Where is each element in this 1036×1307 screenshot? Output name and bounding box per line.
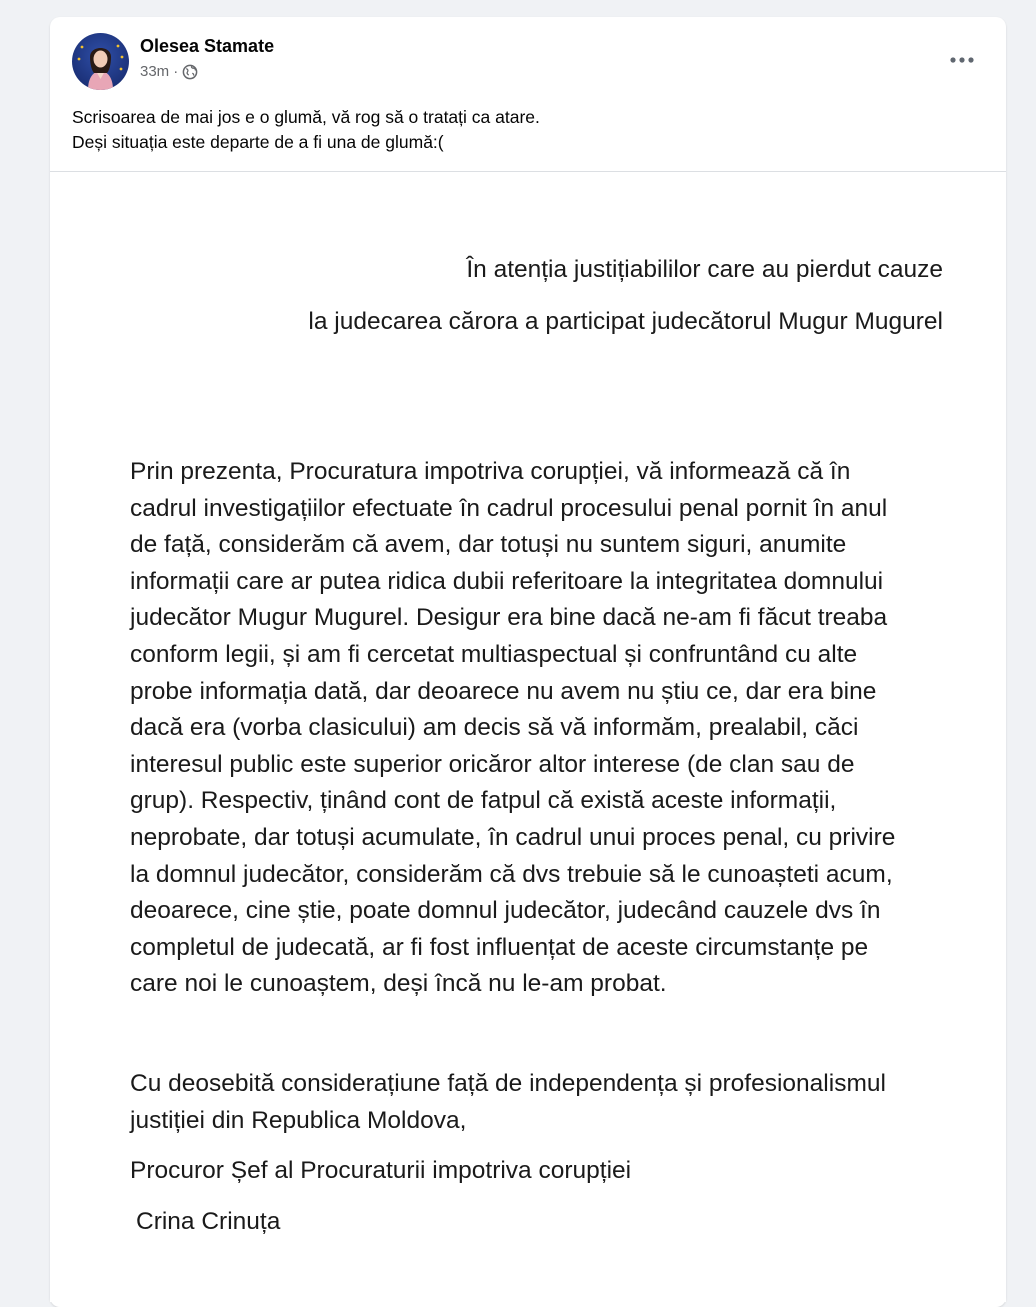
letter-address-line: În atenția justițiabililor care au pierdut cauze bbox=[466, 256, 943, 283]
letter-body-line: probe informația dată, dar deoarece nu avem nu știu ce, dar era bine bbox=[130, 677, 877, 705]
post-text-line: Deși situația este departe de a fi una de glumă:( bbox=[72, 132, 444, 152]
letter-body-line: deoarece, cine știe, poate domnul judecător, judecând cauzele dvs în bbox=[130, 897, 881, 925]
post-text-line: Scrisoarea de mai jos e o glumă, vă rog să o tratați ca atare. bbox=[72, 107, 540, 127]
letter-body bbox=[130, 454, 960, 1003]
letter-closing-line: Cu deosebită considerațiune față de independența și profesionalismul bbox=[130, 1070, 886, 1097]
letter-body-line: grup). Respectiv, ținând cont de fatpul că există aceste informații, bbox=[130, 787, 837, 815]
letter-body-line: interesul public este superior oricăror altor interese (de clan sau de bbox=[130, 750, 855, 778]
letter-body-line: cadrul investigațiilor efectuate în cadrul procesului penal pornit în anul bbox=[130, 494, 888, 522]
globe-icon[interactable] bbox=[182, 64, 198, 80]
post-meta bbox=[140, 63, 198, 80]
avatar-image bbox=[72, 33, 129, 90]
signature-title: Procuror Șef al Procuraturii impotriva corupției bbox=[130, 1157, 632, 1184]
signature-name: Crina Crinuța bbox=[136, 1208, 281, 1235]
more-options-button[interactable] bbox=[942, 45, 982, 75]
letter-body-line: completul de judecată, ar fi fost influențat de aceste circumstanțe pe bbox=[130, 933, 869, 961]
letter-body-line: care noi le cunoaștem, deși încă nu le-am probat. bbox=[130, 970, 667, 998]
letter-address-line: la judecarea cărora a participat judecătorul Mugur Mugurel bbox=[308, 308, 943, 335]
letter-body-line: la domnul judecător, considerăm că dvs trebuie să le cunoașteti acum, bbox=[130, 860, 893, 888]
post-card bbox=[50, 17, 1006, 1307]
letter-body-line: judecător Mugur Mugurel. Desigur era bine dacă ne-am fi făcut treaba bbox=[130, 604, 888, 632]
letter-image[interactable] bbox=[50, 172, 1006, 1302]
meta-separator: · bbox=[173, 63, 179, 80]
more-dots-icon bbox=[950, 57, 974, 63]
post-header bbox=[50, 17, 1006, 171]
letter-body-line: de față, considerăm că avem, dar totuși nu suntem siguri, anumite bbox=[130, 531, 847, 559]
post-time[interactable]: 33m bbox=[140, 63, 170, 80]
letter-body-line: dacă era (vorba clasicului) am decis să vă informăm, prealabil, căci bbox=[130, 714, 859, 742]
letter-body-line: informații care ar putea ridica dubii referitoare la integritatea domnului bbox=[130, 567, 884, 595]
letter-body-line: neprobate, dar totuși acumulate, în cadrul unui proces penal, cu privire bbox=[130, 823, 896, 851]
letter-body-line: conform legii, și am fi cercetat multiaspectual și confruntând cu alte bbox=[130, 640, 858, 668]
avatar[interactable] bbox=[72, 33, 129, 90]
post-text bbox=[72, 105, 540, 155]
author-name[interactable]: Olesea Stamate bbox=[140, 36, 275, 56]
letter-closing-line: justiției din Republica Moldova, bbox=[130, 1106, 467, 1134]
letter-closing bbox=[130, 1066, 886, 1139]
letter-body-line: Prin prezenta, Procuratura impotriva corupției, vă informează că în bbox=[130, 458, 851, 485]
